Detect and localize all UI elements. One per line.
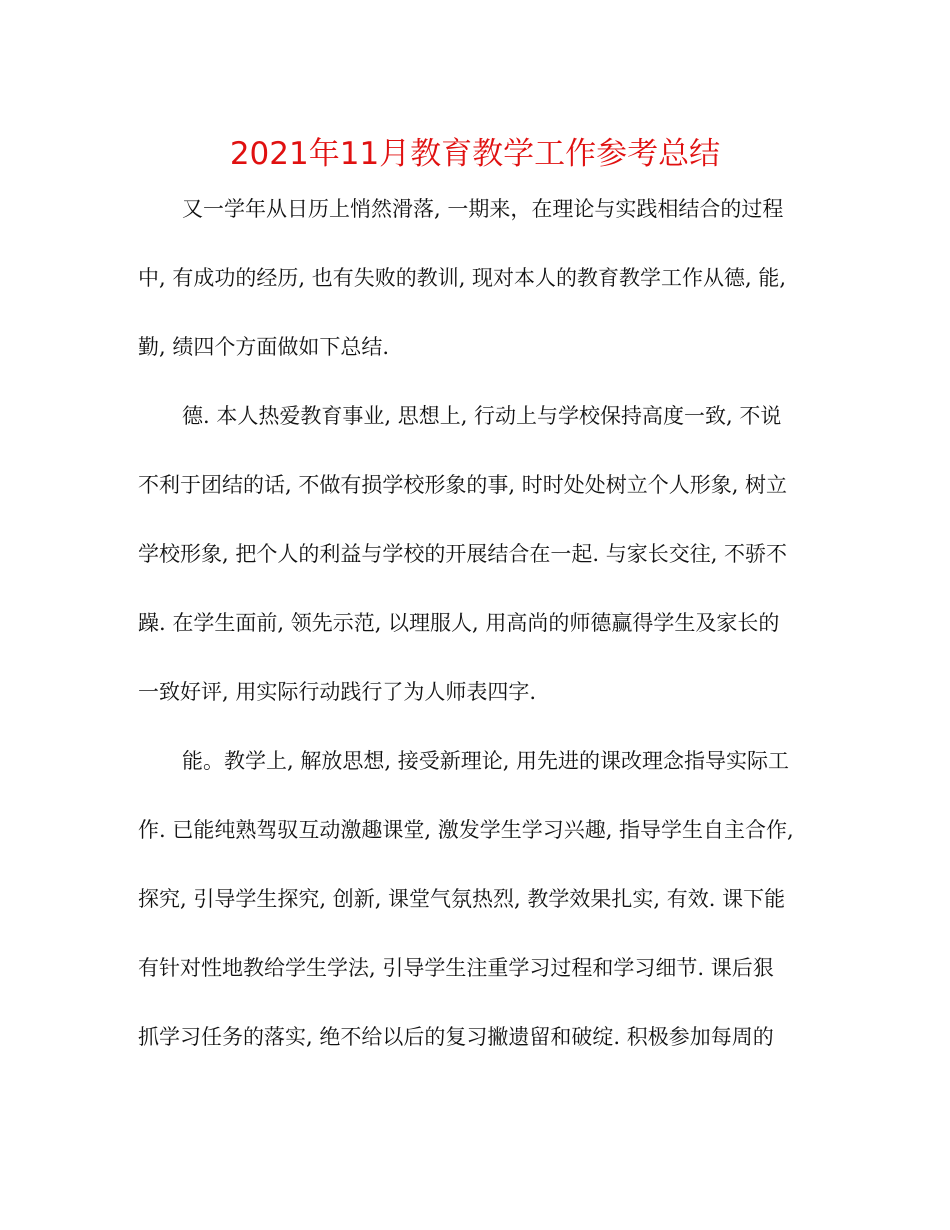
text-line: 一致好评, 用实际行动践行了为人师表四字. (138, 680, 537, 704)
text-line: 又一学年从日历上悄然滑落, 一期来，在理论与实践相结合的过程 (182, 197, 784, 221)
text-line: 中, 有成功的经历, 也有失败的教训, 现对本人的教育教学工作从德, 能, (138, 266, 787, 290)
text-line: 学校形象, 把个人的利益与学校的开展结合在一起. 与家长交往, 不骄不 (138, 542, 788, 566)
text-line: 能。教学上, 解放思想, 接受新理论, 用先进的课改理念指导实际工 (182, 749, 790, 773)
text-line: 抓学习任务的落实, 绝不给以后的复习撇遗留和破绽. 积极参加每周的 (138, 1025, 774, 1049)
text-line: 德. 本人热爱教育事业, 思想上, 行动上与学校保持高度一致, 不说 (182, 404, 782, 428)
text-line: 躁. 在学生面前, 领先示范, 以理服人, 用高尚的师德赢得学生及家长的 (138, 611, 780, 635)
text-line: 不利于团结的话, 不做有损学校形象的事, 时时处处树立个人形象, 树立 (138, 473, 788, 497)
text-line: 探究, 引导学生探究, 创新, 课堂气氛热烈, 教学效果扎实, 有效. 课下能 (138, 887, 786, 911)
document-title: 2021年11月教育教学工作参考总结 (229, 136, 721, 172)
text-line: 有针对性地教给学生学法, 引导学生注重学习过程和学习细节. 课后狠 (138, 956, 774, 980)
text-line: 勤, 绩四个方面做如下总结. (138, 335, 390, 359)
text-line: 作. 已能纯熟驾驭互动激趣课堂, 激发学生学习兴趣, 指导学生自主合作, (138, 818, 794, 842)
